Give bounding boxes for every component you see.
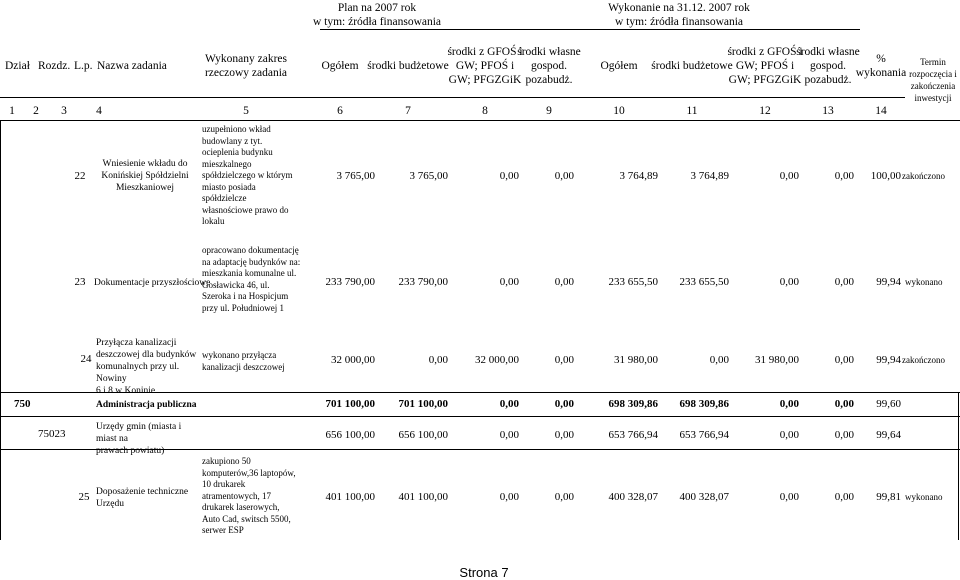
col-header-exec-gfos-1: środki z GFOŚ i xyxy=(727,46,803,58)
row-task-name: Dokumentacje przyszłościowe xyxy=(94,278,211,288)
status-badge: zakończono xyxy=(902,171,945,181)
plan-own: 0,00 xyxy=(554,170,574,182)
col-header-exec-wlasne-1: środki własne xyxy=(796,46,860,58)
exec-own: 0,00 xyxy=(834,398,854,410)
exec-total: 400 328,07 xyxy=(608,491,658,503)
col-header-termin-4: inwestycji xyxy=(914,93,952,103)
plan-total: 233 790,00 xyxy=(325,276,375,288)
header-separator-line xyxy=(320,29,860,30)
row-scope: zakupiono 50 komputerów,36 laptopów, 10 drukarek atramentowych, 17 drukarek laserowych, Auto Cad, switsch 5500, serwer ESP xyxy=(202,456,296,535)
row-task-name: Przyłącza kanalizacji deszczowej dla budynków komunalnych przy ul. Nowiny 6 i 8 w Koninie xyxy=(96,338,197,396)
row-separator xyxy=(0,449,960,450)
col-header-plan-wlasne-3: pozabudż. xyxy=(525,74,573,86)
status-badge: wykonano xyxy=(905,492,943,502)
row-scope: opracowano dokumentację na adaptację budynków na: mieszkania komunalne ul. Gosławicka 46, ul. Szeroka i na Hospicjum przy ul. Południowej 1 xyxy=(202,245,301,313)
plan-total: 3 765,00 xyxy=(336,170,375,182)
plan-own: 0,00 xyxy=(554,354,574,366)
exec-gfos: 0,00 xyxy=(779,491,799,503)
col-header-plan-wlasne-2: gospod. xyxy=(530,60,568,72)
plan-budget: 401 100,00 xyxy=(398,491,448,503)
plan-own: 0,00 xyxy=(554,398,574,410)
col-header-exec-ogolem: Ogółem xyxy=(600,60,638,72)
col-number: 10 xyxy=(613,105,625,117)
col-number: 3 xyxy=(61,105,67,117)
col-number: 8 xyxy=(482,105,488,117)
exec-gfos: 0,00 xyxy=(779,170,799,182)
row-scope: uzupełniono wkład budowlany z tyt. ocieplenia budynku mieszkalnego spółdzielczego w którym miasto posiada spółdzielcze własnościowe prawo do lokalu xyxy=(202,124,293,226)
col-header-plan-ogolem: Ogółem xyxy=(321,60,359,72)
row-task-name: Wniesienie wkładu do Konińskiej Spółdzielni Mieszkaniowej xyxy=(101,159,189,193)
col-number: 4 xyxy=(96,105,102,117)
numbers-bottom-line xyxy=(0,120,960,121)
execution-subtitle: w tym: źródła finansowania xyxy=(614,16,744,28)
exec-budget: 698 309,86 xyxy=(679,398,729,410)
exec-own: 0,00 xyxy=(834,354,854,366)
plan-own: 0,00 xyxy=(554,429,574,441)
col-header-plan-gfos-3: GW; PFGZGiK xyxy=(448,74,522,86)
col-number: 14 xyxy=(875,105,887,117)
col-header-lp: L.p. xyxy=(74,60,93,72)
col-header-plan-budzet: środki budżetowe xyxy=(367,60,449,72)
exec-gfos: 0,00 xyxy=(779,398,799,410)
col-number: 12 xyxy=(759,105,771,117)
exec-own: 0,00 xyxy=(834,170,854,182)
subsection-name: Urzędy gmin (miasta i miast na prawach powiatu) xyxy=(96,422,182,456)
left-border xyxy=(0,120,1,540)
exec-gfos: 0,00 xyxy=(779,429,799,441)
col-header-procent-1: % xyxy=(876,53,886,65)
exec-budget: 400 328,07 xyxy=(679,491,729,503)
row-lp: 23 xyxy=(74,276,86,288)
col-header-zakres-2: rzeczowy zadania xyxy=(204,67,288,79)
row-scope: wykonano przyłącza kanalizacji deszczowej xyxy=(202,350,285,372)
col-header-plan-gfos-1: środki z GFOŚ i xyxy=(447,46,523,58)
row-separator xyxy=(0,392,960,393)
subsection-rozdz: 75023 xyxy=(38,428,66,440)
execution-percent: 100,00 xyxy=(870,170,901,182)
col-header-procent-2: wykonania xyxy=(855,67,907,79)
row-lp: 25 xyxy=(78,491,90,503)
plan-gfos: 0,00 xyxy=(499,398,519,410)
exec-total: 3 764,89 xyxy=(619,170,658,182)
plan-subtitle: w tym: źródła finansowania xyxy=(312,16,442,28)
col-header-termin-1: Termin xyxy=(920,57,946,67)
col-number: 2 xyxy=(33,105,39,117)
col-number: 7 xyxy=(405,105,411,117)
plan-total: 656 100,00 xyxy=(325,429,375,441)
execution-percent: 99,94 xyxy=(876,276,901,288)
row-lp: 24 xyxy=(80,353,92,365)
col-header-exec-gfos-2: GW; PFOŚ i xyxy=(735,60,795,72)
plan-budget: 0,00 xyxy=(428,354,448,366)
exec-budget: 233 655,50 xyxy=(679,276,729,288)
col-number: 13 xyxy=(822,105,834,117)
col-header-nazwa: Nazwa zadania xyxy=(97,60,167,72)
plan-title: Plan na 2007 rok xyxy=(337,2,417,14)
col-header-exec-budzet: środki budżetowe xyxy=(651,60,733,72)
exec-gfos: 0,00 xyxy=(779,276,799,288)
execution-percent: 99,60 xyxy=(876,398,901,410)
col-header-plan-wlasne-1: środki własne xyxy=(517,46,581,58)
plan-budget: 701 100,00 xyxy=(398,398,448,410)
plan-budget: 233 790,00 xyxy=(398,276,448,288)
col-number: 9 xyxy=(546,105,552,117)
plan-budget: 3 765,00 xyxy=(409,170,448,182)
col-header-dzial: Dział xyxy=(5,60,30,72)
right-border xyxy=(958,392,959,540)
col-header-rozdz: Rozdz. xyxy=(38,60,71,72)
plan-total: 701 100,00 xyxy=(325,398,375,410)
execution-percent: 99,64 xyxy=(876,429,901,441)
plan-own: 0,00 xyxy=(554,491,574,503)
col-number: 11 xyxy=(686,105,698,117)
col-header-termin-3: zakończenia xyxy=(910,81,956,91)
page-number: Strona 7 xyxy=(459,565,509,580)
section-name: Administracja publiczna xyxy=(96,400,197,410)
exec-own: 0,00 xyxy=(834,276,854,288)
col-number: 5 xyxy=(243,105,249,117)
col-number: 1 xyxy=(9,105,15,117)
exec-own: 0,00 xyxy=(834,491,854,503)
col-header-zakres-1: Wykonany zakres xyxy=(204,53,288,65)
exec-total: 31 980,00 xyxy=(614,354,658,366)
col-header-exec-gfos-3: GW; PFGZGiK xyxy=(728,74,802,86)
execution-percent: 99,94 xyxy=(876,354,901,366)
plan-gfos: 0,00 xyxy=(499,276,519,288)
exec-budget: 3 764,89 xyxy=(690,170,729,182)
col-header-plan-gfos-2: GW; PFOŚ i xyxy=(455,60,515,72)
execution-title: Wykonanie na 31.12. 2007 rok xyxy=(608,2,750,14)
col-header-exec-wlasne-3: pozabudż. xyxy=(804,74,852,86)
row-separator xyxy=(0,416,960,417)
status-badge: wykonano xyxy=(905,277,943,287)
row-lp: 22 xyxy=(74,170,86,182)
exec-own: 0,00 xyxy=(834,429,854,441)
row-task-name: Doposażenie techniczne Urzędu xyxy=(96,487,189,509)
plan-gfos: 0,00 xyxy=(499,429,519,441)
exec-total: 653 766,94 xyxy=(608,429,658,441)
col-number: 6 xyxy=(337,105,343,117)
plan-own: 0,00 xyxy=(554,276,574,288)
plan-total: 32 000,00 xyxy=(331,354,375,366)
col-header-exec-wlasne-2: gospod. xyxy=(809,60,847,72)
execution-percent: 99,81 xyxy=(876,491,901,503)
plan-total: 401 100,00 xyxy=(325,491,375,503)
exec-total: 698 309,86 xyxy=(608,398,658,410)
header-bottom-line xyxy=(0,97,905,98)
col-header-termin-2: rozpoczęcia i xyxy=(909,69,957,79)
status-badge: zakończono xyxy=(902,355,945,365)
plan-gfos: 0,00 xyxy=(499,491,519,503)
plan-gfos: 32 000,00 xyxy=(475,354,519,366)
exec-budget: 0,00 xyxy=(709,354,729,366)
plan-budget: 656 100,00 xyxy=(398,429,448,441)
section-dzial: 750 xyxy=(14,398,31,410)
exec-gfos: 31 980,00 xyxy=(755,354,799,366)
exec-total: 233 655,50 xyxy=(608,276,658,288)
exec-budget: 653 766,94 xyxy=(679,429,729,441)
plan-gfos: 0,00 xyxy=(499,170,519,182)
